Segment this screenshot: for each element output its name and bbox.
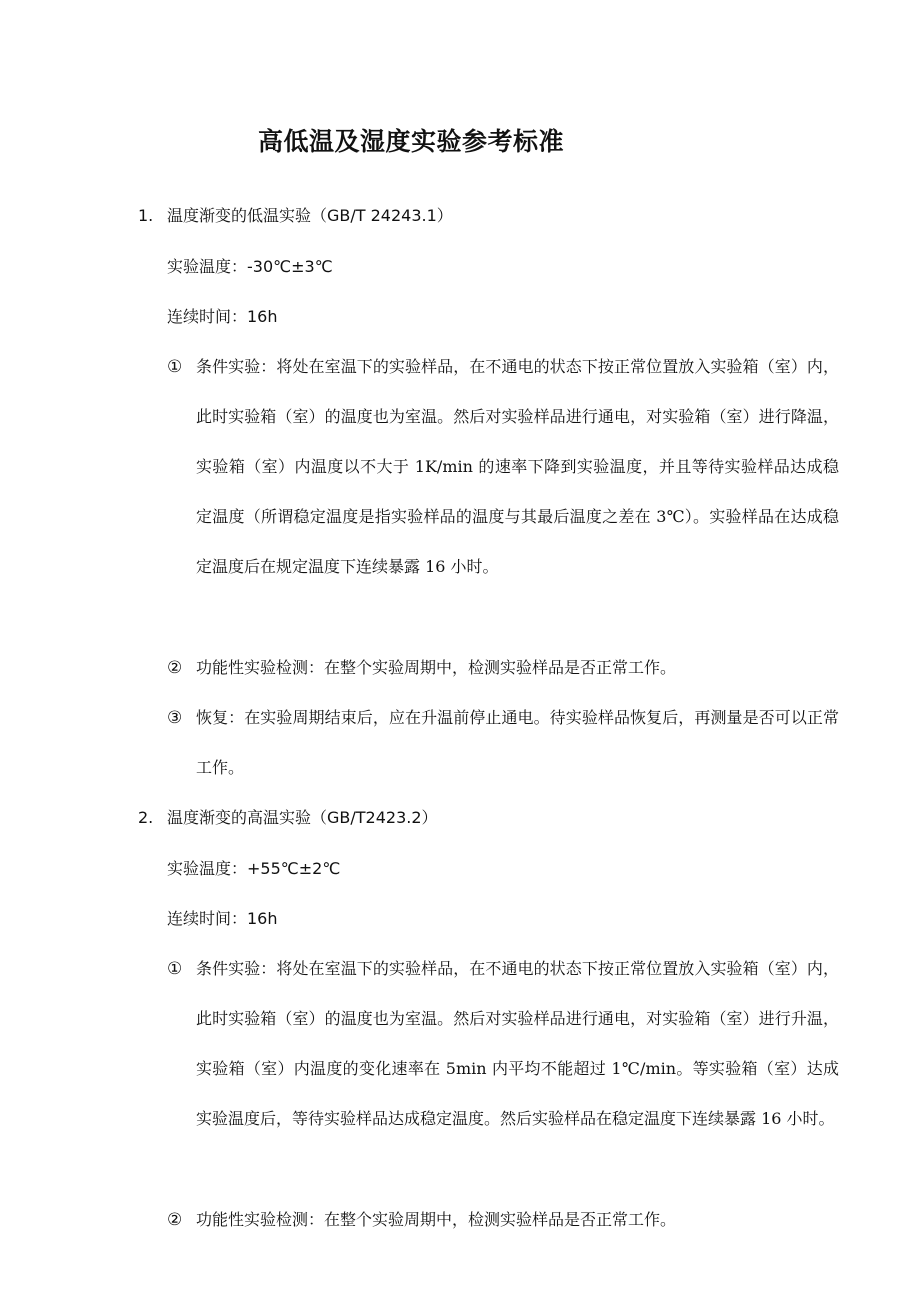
section-1-item-2-text: 功能性实验检测：在整个实验周期中，检测实验样品是否正常工作。 [196,658,677,677]
section-2-item-1 [167,944,839,1144]
section-2-title: 温度渐变的高温实验（GB/T2423.2） [167,808,438,827]
section-1-number: 1. [138,206,154,225]
section-2-temperature: 实验温度：+55℃±2℃ [167,859,341,878]
section-1-item-1-text: 条件实验：将处在室温下的实验样品，在不通电的状态下按正常位置放入实验箱（室）内，此时实验箱（室）的温度也为室温。然后对实验样品进行通电，对实验箱（室）进行降温，实验箱（室）内温度以不大于 1K/min 的速率下降到实验温度，并且等待实验样品达成稳定温度（所谓稳定温度是指实验样品的温度与其最后温度之差在 3℃）。实验样品在达成稳定温度后在规定温度下连续暴露 16 小时。 [196,357,839,576]
section-1-item-3 [167,693,839,793]
section-1-temperature: 实验温度：-30℃±3℃ [167,257,333,276]
section-1-item-3-text: 恢复：在实验周期结束后，应在升温前停止通电。待实验样品恢复后，再测量是否可以正常工作。 [196,708,839,777]
section-2-item-2 [167,1195,839,1245]
document-title: 高低温及湿度实验参考标准 [257,127,564,156]
section-2-number: 2. [138,808,154,827]
circled-number-2-icon: ② [167,658,183,678]
section-1-heading [138,205,453,227]
section-1-item-1 [167,342,839,592]
section-2-item-1-text: 条件实验：将处在室温下的实验样品，在不通电的状态下按正常位置放入实验箱（室）内，此时实验箱（室）的温度也为室温。然后对实验样品进行通电，对实验箱（室）进行升温，实验箱（室）内温度的变化速率在 5min 内平均不能超过 1℃/min。等实验箱（室）达成实验温度后，等待实验样品达成稳定温度。然后实验样品在稳定温度下连续暴露 16 小时。 [196,959,839,1128]
section-2-heading [138,807,438,829]
circled-number-2-icon: ② [167,1210,183,1230]
circled-number-1-icon: ① [167,959,183,979]
section-1-duration: 连续时间：16h [167,307,278,326]
circled-number-3-icon: ③ [167,708,183,728]
section-1-item-2 [167,643,839,693]
section-2-item-2-text: 功能性实验检测：在整个实验周期中，检测实验样品是否正常工作。 [196,1210,677,1229]
section-1-title: 温度渐变的低温实验（GB/T 24243.1） [167,206,453,225]
section-2-duration: 连续时间：16h [167,909,278,928]
circled-number-1-icon: ① [167,357,183,377]
